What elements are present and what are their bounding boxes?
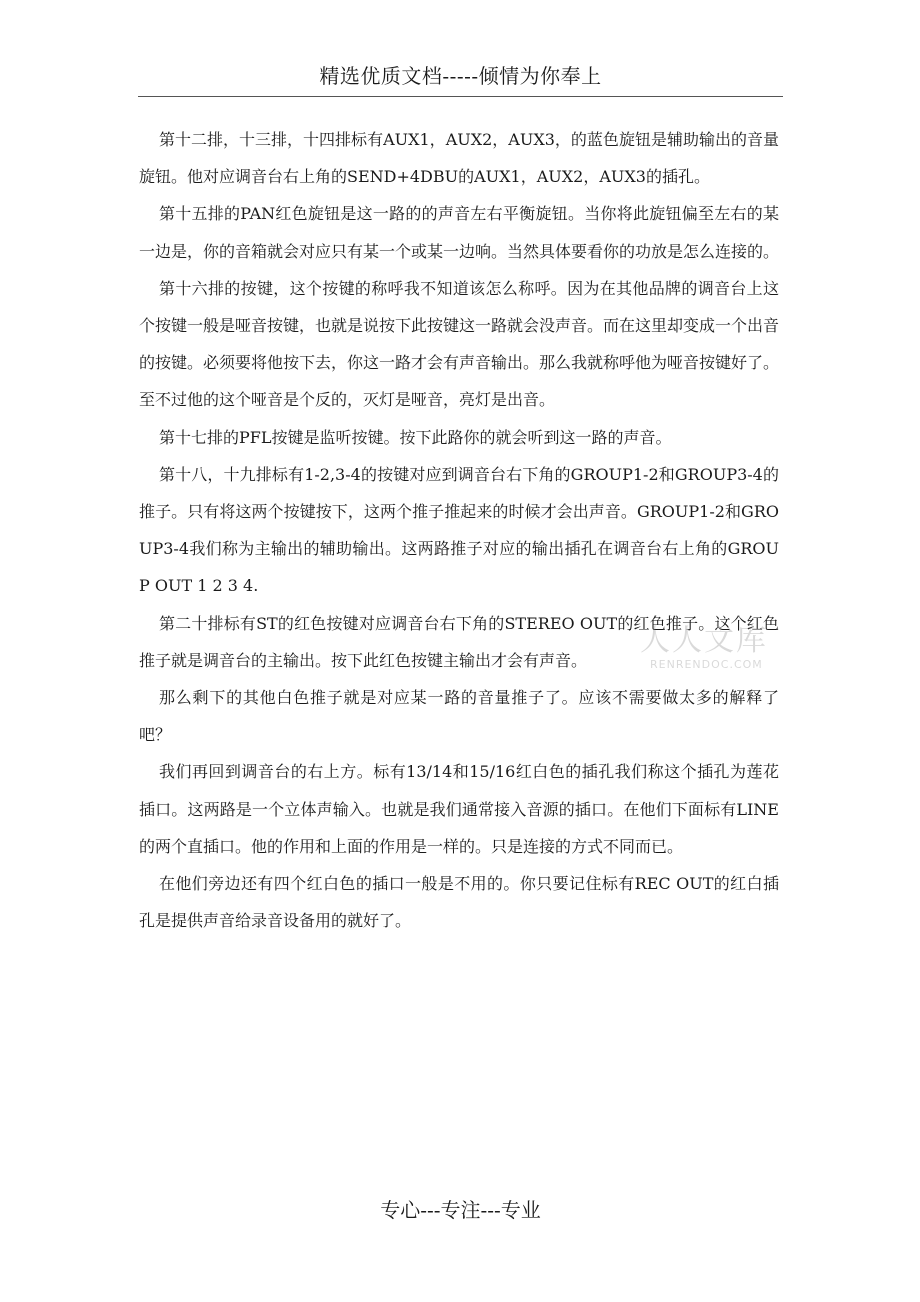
paragraph-aux: 第十二排，十三排，十四排标有AUX1，AUX2，AUX3，的蓝色旋钮是辅助输出的音量旋钮。他对应调音台右上角的SEND+4DBU的AUX1，AUX2，AUX3的插孔。 xyxy=(139,130,779,187)
paragraph-group: 第十八，十九排标有1-2,3-4的按键对应到调音台右下角的GROUP1-2和GROUP3-4的推子。只有将这两个按键按下，这两个推子推起来的时候才会出声音。GROUP1-2和GROUP3-4我们称为主输出的辅助输出。这两路推子对应的输出插孔在调音台右上角的GROUP OUT 1 2 3 4. xyxy=(139,464,779,596)
watermark-logo-text: 人人文库 xyxy=(640,623,768,658)
paragraph-rca: 我们再回到调音台的右上方。标有13/14和15/16红白色的插孔我们称这个插孔为莲花插口。这两路是一个立体声输入。也就是我们通常接入音源的插口。在他们下面标有LINE的两个直插口。他的作用和上面的作用是一样的。只是连接的方式不同而已。 xyxy=(139,762,779,856)
page-footer: 专心---专注---专业 xyxy=(380,1198,541,1222)
document-body xyxy=(139,121,779,939)
header-divider xyxy=(138,96,783,97)
paragraph-faders: 那么剩下的其他白色推子就是对应某一路的音量推子了。应该不需要做太多的解释了吧？ xyxy=(139,688,779,745)
paragraph-mute: 第十六排的按键，这个按键的称呼我不知道该怎么称呼。因为在其他品牌的调音台上这个按键一般是哑音按键，也就是说按下此按键这一路就会没声音。而在这里却变成一个出音的按键。必须要将他按下去，你这一路才会有声音输出。那么我就称呼他为哑音按键好了。至不过他的这个哑音是个反的，灭灯是哑音，亮灯是出音。 xyxy=(139,278,780,410)
paragraph-pfl: 第十七排的PFL按键是监听按键。按下此路你的就会听到这一路的声音。 xyxy=(159,427,672,447)
page-header: 精选优质文档-----倾情为你奉上 xyxy=(319,64,602,88)
paragraph-pan: 第十五排的PAN红色旋钮是这一路的的声音左右平衡旋钮。当你将此旋钮偏至左右的某一边是，你的音箱就会对应只有某一个或某一边响。当然具体要看你的功放是怎么连接的。 xyxy=(139,204,780,261)
paragraph-stereo: 第二十排标有ST的红色按键对应调音台右下角的STEREO OUT的红色推子。这个红色推子就是调音台的主输出。按下此红色按键主输出才会有声音。 xyxy=(139,613,779,670)
paragraph-rec-out: 在他们旁边还有四个红白色的插口一般是不用的。你只要记住标有REC OUT的红白插孔是提供声音给录音设备用的就好了。 xyxy=(139,874,779,931)
watermark-site-text: RENRENDOC.COM xyxy=(650,658,763,671)
